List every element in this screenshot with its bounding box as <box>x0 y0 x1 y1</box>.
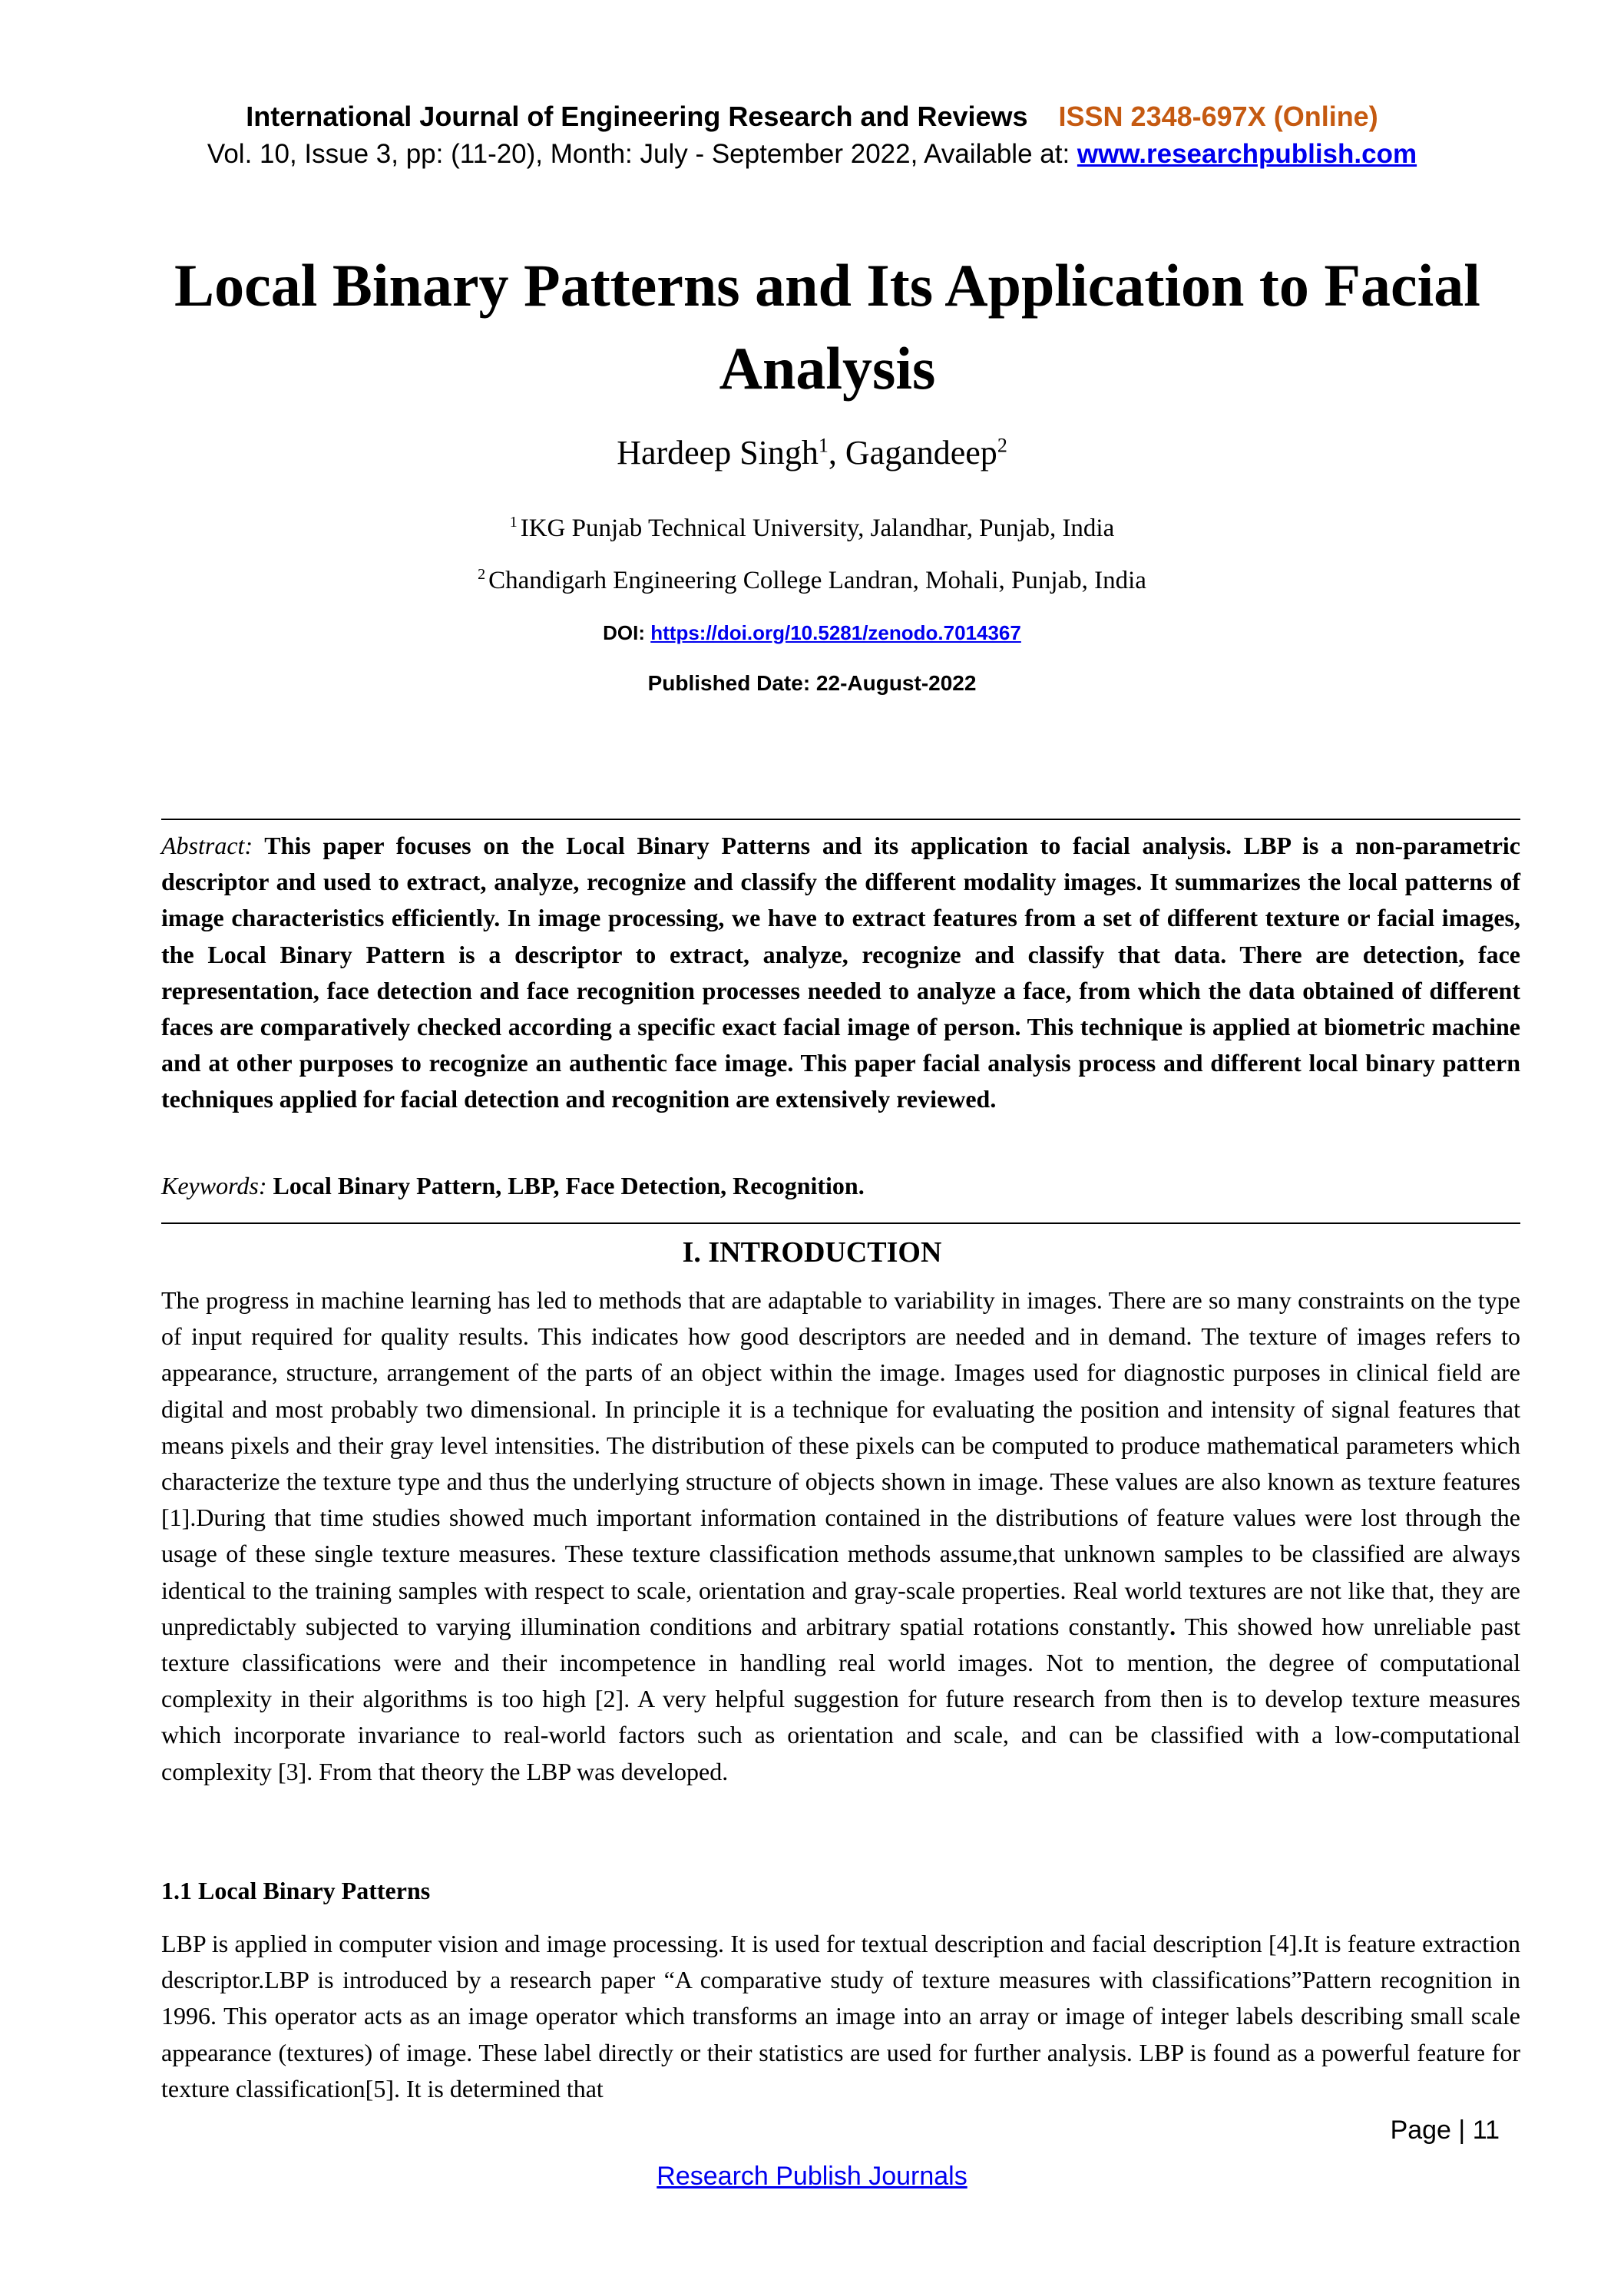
introduction-text-part-2: This showed how unreliable past texture classifications were and their incompetence in handling real world images. Not to mention, the degree of computational complexity in their algorithms is too high [2]. A very helpful suggestion for future research from then is to develop texture measures which incorporate invariance to real-world factors such as orientation and scale, and can be classified with a low-computational complexity [3]. From that theory the LBP was developed. <box>161 1612 1521 1785</box>
lbp-paragraph: LBP is applied in computer vision and image processing. It is used for textual description and facial description [4].It is feature extraction descriptor.LBP is introduced by a research paper “A comparative study of texture measures with classifications”Pattern recognition in 1996. This operator acts as an image operator which transforms an image into an array or image of integer labels describing small scale appearance (textures) of image. These label directly or their statistics are used for further analysis. LBP is found as a powerful feature for texture classification[5]. It is determined that <box>161 1930 1520 2102</box>
section-heading-introduction: I. INTRODUCTION <box>682 1236 942 1269</box>
page-number: Page | 11 <box>1390 2116 1500 2145</box>
affiliation-1 <box>0 511 1624 545</box>
doi-label: DOI: <box>603 621 651 644</box>
introduction-paragraph <box>161 1282 1520 1790</box>
keywords-text: Local Binary Pattern, LBP, Face Detection, Recognition. <box>273 1172 865 1199</box>
issn: ISSN 2348-697X (Online) <box>1058 101 1378 132</box>
keywords <box>161 1169 1520 1203</box>
author-name: Gagandeep <box>845 434 997 471</box>
subsection-heading-lbp: 1.1 Local Binary Patterns <box>161 1877 431 1904</box>
issue-info: Vol. 10, Issue 3, pp: (11-20), Month: July - September 2022, Available at: <box>207 139 1077 169</box>
author-list <box>0 430 1624 476</box>
abstract-bottom-divider <box>161 1222 1520 1224</box>
abstract-label: Abstract: <box>161 832 253 859</box>
author-name: Hardeep Singh <box>617 434 819 471</box>
abstract-top-divider <box>161 819 1520 820</box>
journal-name: International Journal of Engineering Research and Reviews <box>246 101 1028 132</box>
website-link[interactable]: www.researchpublish.com <box>1077 139 1417 169</box>
introduction-text-part-1: The progress in machine learning has led to methods that are adaptable to variability in images. There are so many constraints on the type of input required for quality results. This indicates how good descriptors are needed and in demand. The texture of images refers to appearance, structure, arrangement of the parts of an object within the image. Images used for diagnostic purposes in clinical field are digital and most probably two dimensional. In principle it is a technique for evaluating the position and intensity of signal features that means pixels and their gray level intensities. The distribution of these pixels can be computed to produce mathematical parameters which characterize the texture type and thus the underlying structure of objects shown in image. These values are also known as texture features [1].During that time studies showed much important information contained in the distributions of feature values were lost through the usage of these single texture measures. These texture classification methods assume,that unknown samples to be classified are always identical to the training samples with respect to scale, orientation and gray-scale properties. Real world textures are not like that, they are unpredictably subjected to varying illumination conditions and arbitrary spatial rotations constantly <box>161 1286 1520 1640</box>
author-separator: , <box>828 434 845 471</box>
affiliation-2 <box>0 564 1624 597</box>
journal-title-line <box>0 98 1624 135</box>
abstract <box>161 828 1520 1118</box>
affiliation-text: IKG Punjab Technical University, Jalandhar, Punjab, India <box>520 514 1115 542</box>
affiliation-text: Chandigarh Engineering College Landran, Mohali, Punjab, India <box>488 567 1146 594</box>
abstract-text: This paper focuses on the Local Binary Patterns and its application to facial analysis. LBP is a non-parametric descriptor and used to extract, analyze, recognize and classify the different modality images. It summarizes the local patterns of image characteristics efficiently. In image processing, we have to extract features from a set of different texture or facial images, the Local Binary Pattern is a descriptor to extract, analyze, recognize and classify that data. There are detection, face representation, face detection and face recognition processes needed to analyze a face, from which the data obtained of different faces are comparatively checked according a specific exact facial image of person. This technique is applied at biometric machine and at other purposes to recognize an authentic face image. This paper facial analysis process and different local binary pattern techniques applied for facial detection and recognition are extensively reviewed. <box>161 832 1521 1113</box>
issue-info-line <box>0 135 1624 174</box>
published-date: Published Date: 22-August-2022 <box>647 671 977 695</box>
author-affiliation-mark: 2 <box>997 434 1007 457</box>
keywords-label: Keywords: <box>161 1172 267 1199</box>
affiliation-mark: 1 <box>509 514 518 531</box>
doi-line <box>0 619 1624 647</box>
doi-link[interactable]: https://doi.org/10.5281/zenodo.7014367 <box>650 621 1021 644</box>
publisher-link[interactable]: Research Publish Journals <box>657 2162 967 2191</box>
author-affiliation-mark: 1 <box>818 434 829 457</box>
affiliation-mark: 2 <box>478 566 486 583</box>
footer <box>0 2159 1624 2193</box>
paper-title: Local Binary Patterns and Its Application to Facial Analysis <box>174 252 1480 402</box>
journal-header <box>0 98 1624 174</box>
introduction-bold-period: . <box>1169 1612 1176 1640</box>
